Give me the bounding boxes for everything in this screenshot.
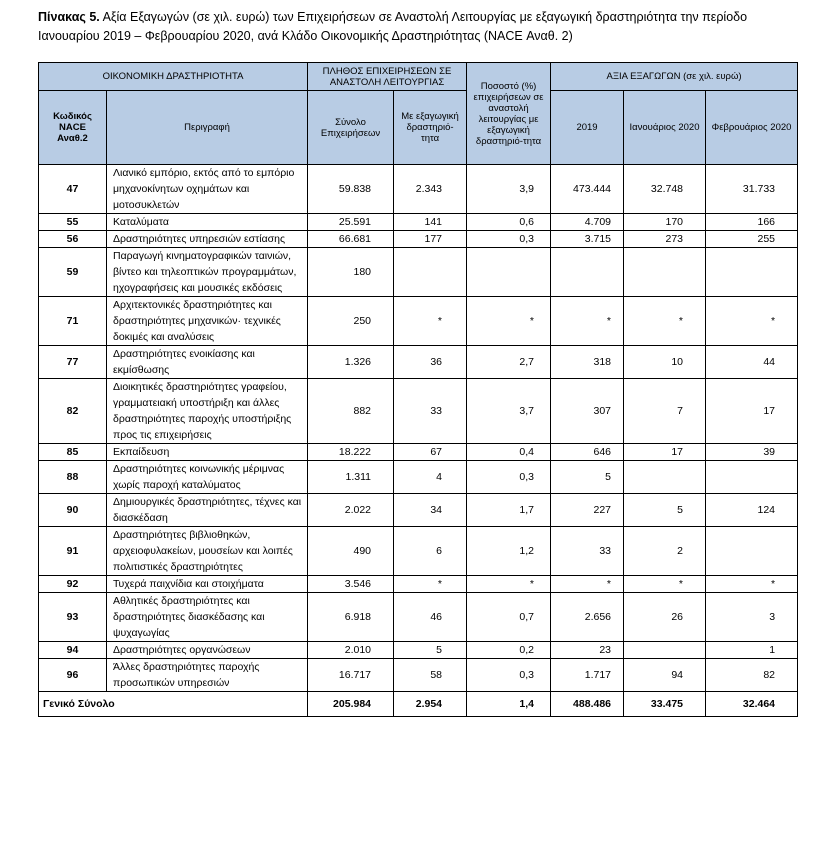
cell-code: 82 (39, 379, 107, 444)
cell-code: 59 (39, 248, 107, 297)
header-activity: ΟΙΚΟΝΟΜΙΚΗ ΔΡΑΣΤΗΡΙΟΤΗΤΑ (39, 63, 308, 91)
total-cell-with-exports: 2.954 (394, 692, 467, 717)
cell-with-exports (394, 248, 467, 297)
cell-exports-feb-2020: 82 (706, 659, 798, 692)
cell-with-exports: 6 (394, 527, 467, 576)
cell-exports-feb-2020 (706, 527, 798, 576)
header-firm-count: ΠΛΗΘΟΣ ΕΠΙΧΕΙΡΗΣΕΩΝ ΣΕ ΑΝΑΣΤΟΛΗ ΛΕΙΤΟΥΡΓΙΑΣ (308, 63, 467, 91)
cell-description: Τυχερά παιχνίδια και στοιχήματα (107, 576, 308, 593)
cell-total-firms: 1.326 (308, 346, 394, 379)
cell-percentage: 0,6 (467, 214, 551, 231)
cell-percentage: 1,7 (467, 494, 551, 527)
cell-exports-feb-2020: * (706, 576, 798, 593)
cell-description: Εκπαίδευση (107, 444, 308, 461)
cell-percentage: 0,4 (467, 444, 551, 461)
cell-exports-feb-2020: 124 (706, 494, 798, 527)
cell-exports-jan-2020: * (624, 576, 706, 593)
header-feb-2020: Φεβρουάριος 2020 (706, 91, 798, 165)
cell-description: Παραγωγή κινηματογραφικών ταινιών, βίντεο και τηλεοπτικών προγραμμάτων, ηχογραφήσεις και μουσικές εκδόσεις (107, 248, 308, 297)
cell-code: 88 (39, 461, 107, 494)
cell-with-exports: 36 (394, 346, 467, 379)
cell-code: 77 (39, 346, 107, 379)
cell-description: Δραστηριότητες κοινωνικής μέριμνας χωρίς παροχή καταλύματος (107, 461, 308, 494)
cell-exports-2019 (551, 248, 624, 297)
cell-with-exports: 58 (394, 659, 467, 692)
cell-exports-2019: 5 (551, 461, 624, 494)
total-cell-percentage: 1,4 (467, 692, 551, 717)
cell-description: Λιανικό εμπόριο, εκτός από το εμπόριο μηχανοκίνητων οχημάτων και μοτοσυκλετών (107, 165, 308, 214)
header-jan-2020: Ιανουάριος 2020 (624, 91, 706, 165)
cell-code: 91 (39, 527, 107, 576)
cell-description: Δραστηριότητες βιβλιοθηκών, αρχειοφυλακείων, μουσείων και λοιπές πολιτιστικές δραστηριότητες (107, 527, 308, 576)
cell-code: 94 (39, 642, 107, 659)
cell-total-firms: 490 (308, 527, 394, 576)
cell-total-firms: 2.022 (308, 494, 394, 527)
cell-total-firms: 66.681 (308, 231, 394, 248)
total-cell-exports-jan-2020: 33.475 (624, 692, 706, 717)
cell-total-firms: 180 (308, 248, 394, 297)
cell-description: Καταλύματα (107, 214, 308, 231)
cell-exports-feb-2020 (706, 461, 798, 494)
cell-exports-feb-2020 (706, 248, 798, 297)
cell-with-exports: 177 (394, 231, 467, 248)
cell-exports-jan-2020 (624, 248, 706, 297)
table-row (39, 379, 798, 444)
cell-description: Δραστηριότητες υπηρεσιών εστίασης (107, 231, 308, 248)
cell-percentage: 0,3 (467, 231, 551, 248)
cell-exports-feb-2020: 3 (706, 593, 798, 642)
cell-exports-jan-2020: 26 (624, 593, 706, 642)
table-row (39, 576, 798, 593)
cell-description: Αθλητικές δραστηριότητες και δραστηριότητες διασκέδασης και ψυχαγωγίας (107, 593, 308, 642)
cell-percentage (467, 248, 551, 297)
table-body (39, 165, 798, 717)
cell-exports-2019: * (551, 576, 624, 593)
total-cell-exports-feb-2020: 32.464 (706, 692, 798, 717)
cell-total-firms: 16.717 (308, 659, 394, 692)
total-cell-total-firms: 205.984 (308, 692, 394, 717)
table-header (39, 63, 798, 165)
cell-exports-jan-2020 (624, 461, 706, 494)
cell-exports-jan-2020: 2 (624, 527, 706, 576)
cell-total-firms: 6.918 (308, 593, 394, 642)
table-row (39, 494, 798, 527)
table-caption (38, 8, 798, 46)
cell-exports-2019: * (551, 297, 624, 346)
cell-percentage: * (467, 576, 551, 593)
table-row (39, 659, 798, 692)
cell-exports-2019: 307 (551, 379, 624, 444)
cell-with-exports: 2.343 (394, 165, 467, 214)
cell-exports-feb-2020: 1 (706, 642, 798, 659)
cell-with-exports: 67 (394, 444, 467, 461)
cell-exports-feb-2020: 39 (706, 444, 798, 461)
cell-percentage: * (467, 297, 551, 346)
cell-description: Αρχιτεκτονικές δραστηριότητες και δραστηριότητες μηχανικών· τεχνικές δοκιμές και αναλύσεις (107, 297, 308, 346)
cell-exports-2019: 1.717 (551, 659, 624, 692)
header-code: Κωδικός NACE Αναθ.2 (39, 91, 107, 165)
cell-code: 85 (39, 444, 107, 461)
cell-with-exports: * (394, 297, 467, 346)
table-row (39, 214, 798, 231)
cell-exports-2019: 227 (551, 494, 624, 527)
cell-code: 96 (39, 659, 107, 692)
cell-exports-2019: 318 (551, 346, 624, 379)
header-total-firms: Σύνολο Επιχειρήσεων (308, 91, 394, 165)
cell-with-exports: 5 (394, 642, 467, 659)
cell-exports-jan-2020: 10 (624, 346, 706, 379)
cell-description: Διοικητικές δραστηριότητες γραφείου, γραμματειακή υποστήριξη και άλλες δραστηριότητες παροχής υποστήριξης προς τις επιχειρήσεις (107, 379, 308, 444)
cell-exports-jan-2020: 17 (624, 444, 706, 461)
cell-description: Άλλες δραστηριότητες παροχής προσωπικών υπηρεσιών (107, 659, 308, 692)
cell-exports-2019: 3.715 (551, 231, 624, 248)
cell-with-exports: * (394, 576, 467, 593)
cell-description: Δημιουργικές δραστηριότητες, τέχνες και διασκέδαση (107, 494, 308, 527)
header-2019: 2019 (551, 91, 624, 165)
cell-percentage: 0,7 (467, 593, 551, 642)
table-row (39, 527, 798, 576)
total-label: Γενικό Σύνολο (39, 692, 308, 717)
cell-code: 92 (39, 576, 107, 593)
cell-percentage: 2,7 (467, 346, 551, 379)
total-cell-exports-2019: 488.486 (551, 692, 624, 717)
cell-exports-jan-2020: 170 (624, 214, 706, 231)
cell-exports-feb-2020: * (706, 297, 798, 346)
cell-exports-2019: 23 (551, 642, 624, 659)
cell-code: 93 (39, 593, 107, 642)
cell-total-firms: 25.591 (308, 214, 394, 231)
cell-percentage: 3,9 (467, 165, 551, 214)
cell-exports-jan-2020: 273 (624, 231, 706, 248)
header-description: Περιγραφή (107, 91, 308, 165)
table-row (39, 461, 798, 494)
cell-total-firms: 59.838 (308, 165, 394, 214)
table-row (39, 297, 798, 346)
cell-with-exports: 4 (394, 461, 467, 494)
cell-exports-feb-2020: 31.733 (706, 165, 798, 214)
exports-table (38, 62, 798, 717)
table-row (39, 642, 798, 659)
cell-exports-2019: 4.709 (551, 214, 624, 231)
cell-exports-jan-2020: 32.748 (624, 165, 706, 214)
table-row (39, 593, 798, 642)
cell-exports-jan-2020: * (624, 297, 706, 346)
table-row (39, 248, 798, 297)
cell-total-firms: 250 (308, 297, 394, 346)
caption-label: Πίνακας 5. (38, 10, 100, 24)
cell-exports-2019: 646 (551, 444, 624, 461)
cell-code: 90 (39, 494, 107, 527)
cell-total-firms: 18.222 (308, 444, 394, 461)
cell-exports-feb-2020: 44 (706, 346, 798, 379)
table-row (39, 444, 798, 461)
cell-total-firms: 1.311 (308, 461, 394, 494)
cell-code: 55 (39, 214, 107, 231)
cell-code: 47 (39, 165, 107, 214)
cell-exports-2019: 2.656 (551, 593, 624, 642)
header-exports: ΑΞΙΑ ΕΞΑΓΩΓΩΝ (σε χιλ. ευρώ) (551, 63, 798, 91)
cell-exports-feb-2020: 255 (706, 231, 798, 248)
caption-text: Αξία Εξαγωγών (σε χιλ. ευρώ) των Επιχειρήσεων σε Αναστολή Λειτουργίας με εξαγωγική δραστηριότητα την περίοδο Ιανουαρίου 2019 – Φεβρουαρίου 2020, ανά Κλάδο Οικονομικής Δραστηριότητας (NACE Αναθ. 2) (38, 10, 748, 43)
cell-exports-2019: 473.444 (551, 165, 624, 214)
table-row (39, 231, 798, 248)
cell-exports-jan-2020 (624, 642, 706, 659)
table-row (39, 165, 798, 214)
cell-total-firms: 882 (308, 379, 394, 444)
cell-exports-jan-2020: 7 (624, 379, 706, 444)
cell-exports-jan-2020: 94 (624, 659, 706, 692)
cell-code: 56 (39, 231, 107, 248)
cell-with-exports: 141 (394, 214, 467, 231)
total-row (39, 692, 798, 717)
cell-total-firms: 2.010 (308, 642, 394, 659)
cell-exports-2019: 33 (551, 527, 624, 576)
header-percentage: Ποσοστό (%) επιχειρήσεων σε αναστολή λειτουργίας με εξαγωγική δραστηριό-τητα (467, 63, 551, 165)
cell-description: Δραστηριότητες ενοικίασης και εκμίσθωσης (107, 346, 308, 379)
cell-with-exports: 33 (394, 379, 467, 444)
cell-exports-feb-2020: 166 (706, 214, 798, 231)
cell-percentage: 0,2 (467, 642, 551, 659)
cell-percentage: 1,2 (467, 527, 551, 576)
cell-percentage: 3,7 (467, 379, 551, 444)
cell-percentage: 0,3 (467, 659, 551, 692)
table-row (39, 346, 798, 379)
cell-total-firms: 3.546 (308, 576, 394, 593)
header-with-exports: Με εξαγωγική δραστηριό-τητα (394, 91, 467, 165)
cell-exports-feb-2020: 17 (706, 379, 798, 444)
cell-code: 71 (39, 297, 107, 346)
cell-with-exports: 34 (394, 494, 467, 527)
cell-with-exports: 46 (394, 593, 467, 642)
cell-exports-jan-2020: 5 (624, 494, 706, 527)
cell-description: Δραστηριότητες οργανώσεων (107, 642, 308, 659)
cell-percentage: 0,3 (467, 461, 551, 494)
